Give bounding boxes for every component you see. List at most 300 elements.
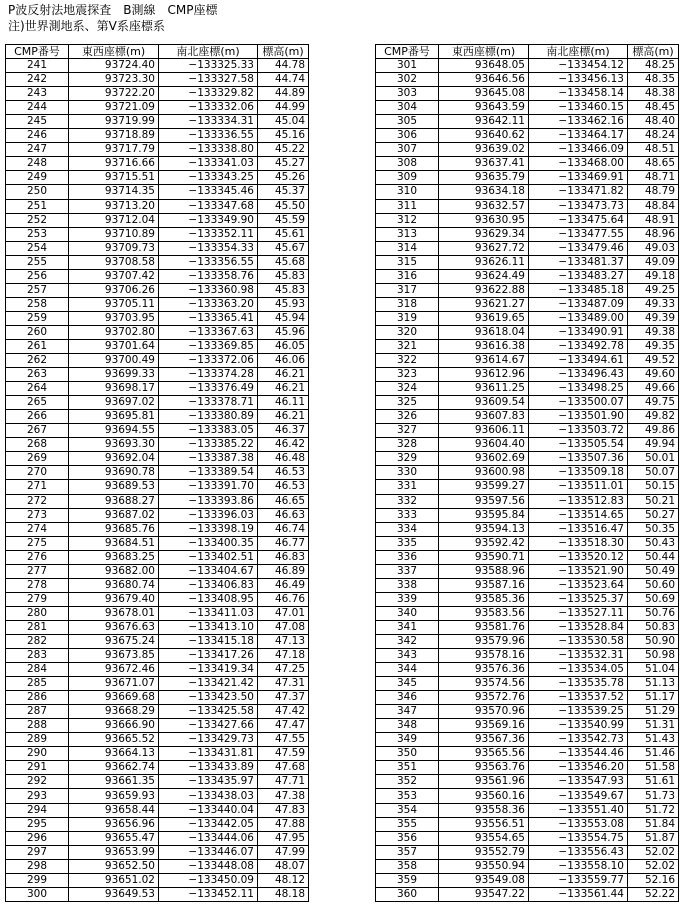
table-row [376,311,679,325]
table-row [376,494,679,508]
cell-cmp-number: 300 [6,887,69,901]
cell-elevation: 46.74 [258,522,309,536]
cell-elevation: 45.04 [258,115,309,129]
cell-elevation: 47.83 [258,803,309,817]
cell-northing: −133458.14 [529,87,628,101]
table-row [376,859,679,873]
cell-northing: −133454.12 [529,59,628,73]
table-row [376,663,679,677]
cell-elevation: 49.35 [628,339,679,353]
cell-easting: 93669.68 [69,691,159,705]
cell-elevation: 46.89 [258,564,309,578]
cell-northing: −133343.25 [159,171,258,185]
cell-cmp-number: 310 [376,185,439,199]
cell-easting: 93714.35 [69,185,159,199]
cell-elevation: 49.25 [628,283,679,297]
header-elevation: 標高(m) [628,45,679,59]
cell-elevation: 48.71 [628,171,679,185]
table-row [6,73,309,87]
cell-easting: 93640.62 [439,129,529,143]
cell-easting: 93567.36 [439,733,529,747]
cell-northing: −133325.33 [159,59,258,73]
cell-cmp-number: 313 [376,227,439,241]
table-row [376,733,679,747]
cell-easting: 93634.18 [439,185,529,199]
table-row [6,536,309,550]
cell-easting: 93560.16 [439,789,529,803]
cell-elevation: 47.68 [258,761,309,775]
cell-northing: −133479.46 [529,241,628,255]
table-row [376,73,679,87]
table-row [6,185,309,199]
cell-easting: 93676.63 [69,620,159,634]
cell-northing: −133514.65 [529,508,628,522]
cell-elevation: 46.63 [258,508,309,522]
cell-easting: 93683.25 [69,550,159,564]
cell-elevation: 51.84 [628,817,679,831]
cell-elevation: 48.51 [628,143,679,157]
cell-easting: 93672.46 [69,663,159,677]
cell-northing: −133558.10 [529,859,628,873]
cell-elevation: 47.37 [258,691,309,705]
cell-northing: −133532.31 [529,649,628,663]
cell-northing: −133327.58 [159,73,258,87]
table-row [6,873,309,887]
cell-easting: 93635.79 [439,171,529,185]
cell-northing: −133376.49 [159,382,258,396]
cell-cmp-number: 348 [376,719,439,733]
cell-easting: 93694.55 [69,424,159,438]
cell-northing: −133444.06 [159,831,258,845]
cell-elevation: 48.65 [628,157,679,171]
cell-easting: 93690.78 [69,466,159,480]
cell-northing: −133525.37 [529,592,628,606]
cell-northing: −133358.76 [159,269,258,283]
cell-easting: 93616.38 [439,339,529,353]
cell-cmp-number: 334 [376,522,439,536]
cell-cmp-number: 316 [376,269,439,283]
cell-cmp-number: 288 [6,719,69,733]
cell-easting: 93715.51 [69,171,159,185]
cell-cmp-number: 294 [6,803,69,817]
cell-elevation: 45.22 [258,143,309,157]
cell-northing: −133411.03 [159,606,258,620]
table-row [6,494,309,508]
cell-cmp-number: 267 [6,424,69,438]
cell-northing: −133446.07 [159,845,258,859]
table-row [6,480,309,494]
cell-elevation: 47.71 [258,775,309,789]
cell-cmp-number: 347 [376,705,439,719]
cell-easting: 93590.71 [439,550,529,564]
table-row [6,831,309,845]
cell-cmp-number: 250 [6,185,69,199]
cell-easting: 93695.81 [69,410,159,424]
cell-cmp-number: 346 [376,691,439,705]
table-row [6,522,309,536]
table-row [6,466,309,480]
table-row [376,382,679,396]
cell-northing: −133537.52 [529,691,628,705]
cell-elevation: 48.12 [258,873,309,887]
cell-cmp-number: 261 [6,339,69,353]
cell-northing: −133440.04 [159,803,258,817]
cell-easting: 93614.67 [439,354,529,368]
cell-elevation: 45.61 [258,227,309,241]
cell-northing: −133551.40 [529,803,628,817]
cell-northing: −133462.16 [529,115,628,129]
cell-northing: −133544.46 [529,747,628,761]
cell-northing: −133425.58 [159,705,258,719]
cell-easting: 93624.49 [439,269,529,283]
cell-cmp-number: 249 [6,171,69,185]
table-row [376,185,679,199]
cell-elevation: 47.95 [258,831,309,845]
cell-northing: −133421.42 [159,677,258,691]
cell-cmp-number: 263 [6,368,69,382]
cell-northing: −133385.22 [159,438,258,452]
cell-elevation: 50.43 [628,536,679,550]
cell-cmp-number: 283 [6,649,69,663]
table-row [6,115,309,129]
cell-cmp-number: 324 [376,382,439,396]
table-row [6,649,309,663]
cell-easting: 93656.96 [69,817,159,831]
cell-easting: 93661.35 [69,775,159,789]
cell-easting: 93687.02 [69,508,159,522]
cell-northing: −133475.64 [529,213,628,227]
cell-northing: −133520.12 [529,550,628,564]
cell-elevation: 48.07 [258,859,309,873]
cell-easting: 93642.11 [439,115,529,129]
cell-easting: 93585.36 [439,592,529,606]
table-row [376,129,679,143]
cell-elevation: 51.58 [628,761,679,775]
table-row [376,143,679,157]
cell-easting: 93597.56 [439,494,529,508]
cell-elevation: 51.61 [628,775,679,789]
header-easting: 東西座標(m) [69,45,159,59]
cell-northing: −133503.72 [529,424,628,438]
cell-northing: −133356.55 [159,255,258,269]
table-row [6,705,309,719]
cell-elevation: 48.84 [628,199,679,213]
cell-elevation: 46.53 [258,480,309,494]
cell-cmp-number: 312 [376,213,439,227]
table-row [6,887,309,901]
cell-cmp-number: 253 [6,227,69,241]
cell-elevation: 50.07 [628,466,679,480]
table-row [6,199,309,213]
table-row [6,101,309,115]
cell-cmp-number: 356 [376,831,439,845]
cell-northing: −133383.05 [159,424,258,438]
cell-elevation: 49.75 [628,396,679,410]
cell-cmp-number: 275 [6,536,69,550]
cell-elevation: 47.42 [258,705,309,719]
cell-northing: −133365.41 [159,311,258,325]
cell-cmp-number: 298 [6,859,69,873]
cell-northing: −133391.70 [159,480,258,494]
cell-elevation: 44.74 [258,73,309,87]
cell-northing: −133466.09 [529,143,628,157]
cell-cmp-number: 266 [6,410,69,424]
cell-northing: −133477.55 [529,227,628,241]
cell-northing: −133360.98 [159,283,258,297]
cell-elevation: 47.99 [258,845,309,859]
cell-cmp-number: 286 [6,691,69,705]
cell-elevation: 52.02 [628,845,679,859]
cell-elevation: 47.08 [258,620,309,634]
cell-easting: 93668.29 [69,705,159,719]
cell-cmp-number: 243 [6,87,69,101]
cell-easting: 93680.74 [69,578,159,592]
cell-elevation: 51.87 [628,831,679,845]
table-row [376,508,679,522]
header-northing: 南北座標(m) [529,45,628,59]
cell-cmp-number: 241 [6,59,69,73]
cell-elevation: 49.94 [628,438,679,452]
cell-cmp-number: 333 [376,508,439,522]
cell-northing: −133413.10 [159,620,258,634]
cell-cmp-number: 248 [6,157,69,171]
table-row [6,508,309,522]
cell-northing: −133494.61 [529,354,628,368]
cell-cmp-number: 242 [6,73,69,87]
cell-easting: 93588.96 [439,564,529,578]
cell-northing: −133546.20 [529,761,628,775]
table-row [6,747,309,761]
cell-elevation: 45.27 [258,157,309,171]
cell-cmp-number: 315 [376,255,439,269]
cell-elevation: 52.02 [628,859,679,873]
table-row [6,578,309,592]
cell-northing: −133456.13 [529,73,628,87]
table-row [376,325,679,339]
cell-cmp-number: 303 [376,87,439,101]
table-row [376,775,679,789]
cell-northing: −133483.27 [529,269,628,283]
cell-elevation: 51.04 [628,663,679,677]
cell-elevation: 46.21 [258,382,309,396]
table-row [6,775,309,789]
cell-cmp-number: 354 [376,803,439,817]
table-row [376,761,679,775]
cell-easting: 93712.04 [69,213,159,227]
cell-elevation: 45.93 [258,297,309,311]
table-row [6,592,309,606]
cell-northing: −133338.80 [159,143,258,157]
cell-northing: −133539.25 [529,705,628,719]
cell-elevation: 51.73 [628,789,679,803]
cell-elevation: 45.68 [258,255,309,269]
cell-easting: 93723.30 [69,73,159,87]
cell-easting: 93618.04 [439,325,529,339]
cell-cmp-number: 284 [6,663,69,677]
cell-cmp-number: 359 [376,873,439,887]
cell-cmp-number: 328 [376,438,439,452]
cell-cmp-number: 254 [6,241,69,255]
cell-elevation: 50.15 [628,480,679,494]
cell-cmp-number: 320 [376,325,439,339]
header-elevation: 標高(m) [258,45,309,59]
cell-northing: −133347.68 [159,199,258,213]
cell-elevation: 46.42 [258,438,309,452]
cell-cmp-number: 244 [6,101,69,115]
cell-northing: −133481.37 [529,255,628,269]
cell-northing: −133378.71 [159,396,258,410]
cell-cmp-number: 277 [6,564,69,578]
cell-cmp-number: 272 [6,494,69,508]
table-row [376,283,679,297]
table-row [6,396,309,410]
cell-easting: 93595.84 [439,508,529,522]
cell-northing: −133554.75 [529,831,628,845]
cell-cmp-number: 290 [6,747,69,761]
cell-easting: 93675.24 [69,634,159,648]
table-row [376,368,679,382]
cell-elevation: 51.46 [628,747,679,761]
cell-easting: 93547.22 [439,887,529,901]
cell-easting: 93552.79 [439,845,529,859]
coordinate-system-note: 注)世界測地系、第Ⅴ系座標系 [8,19,165,33]
cell-northing: −133527.11 [529,606,628,620]
table-row [376,101,679,115]
cell-easting: 93710.89 [69,227,159,241]
cell-cmp-number: 337 [376,564,439,578]
cell-cmp-number: 319 [376,311,439,325]
table-row [376,620,679,634]
table-row [6,663,309,677]
cell-elevation: 47.18 [258,649,309,663]
cell-cmp-number: 265 [6,396,69,410]
cell-easting: 93574.56 [439,677,529,691]
cell-elevation: 46.48 [258,452,309,466]
cell-northing: −133374.28 [159,368,258,382]
cell-elevation: 48.96 [628,227,679,241]
cell-easting: 93643.59 [439,101,529,115]
cell-cmp-number: 289 [6,733,69,747]
cell-cmp-number: 302 [376,73,439,87]
cell-elevation: 46.37 [258,424,309,438]
cell-northing: −133349.90 [159,213,258,227]
table-row [6,859,309,873]
table-row [376,438,679,452]
cell-elevation: 45.16 [258,129,309,143]
cell-cmp-number: 339 [376,592,439,606]
cell-elevation: 49.52 [628,354,679,368]
cell-northing: −133496.43 [529,368,628,382]
cell-cmp-number: 264 [6,382,69,396]
cell-elevation: 46.05 [258,339,309,353]
table-row [376,789,679,803]
cell-cmp-number: 358 [376,859,439,873]
table-row [6,634,309,648]
cell-easting: 93600.98 [439,466,529,480]
cell-elevation: 48.18 [258,887,309,901]
cell-elevation: 51.13 [628,677,679,691]
cell-cmp-number: 304 [376,101,439,115]
cell-northing: −133469.91 [529,171,628,185]
cell-easting: 93682.00 [69,564,159,578]
cell-easting: 93569.16 [439,719,529,733]
cell-northing: −133352.11 [159,227,258,241]
cell-easting: 93637.41 [439,157,529,171]
cell-northing: −133492.78 [529,339,628,353]
cell-easting: 93713.20 [69,199,159,213]
cell-cmp-number: 259 [6,311,69,325]
cell-easting: 93578.16 [439,649,529,663]
table-row [6,283,309,297]
cell-easting: 93599.27 [439,480,529,494]
cell-elevation: 51.72 [628,803,679,817]
cell-elevation: 45.94 [258,311,309,325]
table-row [6,325,309,339]
cell-cmp-number: 258 [6,297,69,311]
cell-elevation: 45.83 [258,283,309,297]
cell-cmp-number: 268 [6,438,69,452]
cell-northing: −133452.11 [159,887,258,901]
table-row [6,733,309,747]
cell-northing: −133400.35 [159,536,258,550]
cell-cmp-number: 323 [376,368,439,382]
cell-elevation: 49.33 [628,297,679,311]
table-row [376,831,679,845]
table-row [6,789,309,803]
cell-easting: 93685.76 [69,522,159,536]
table-row [376,466,679,480]
cell-easting: 93645.08 [439,87,529,101]
cell-elevation: 49.66 [628,382,679,396]
cell-northing: −133438.03 [159,789,258,803]
table-row [6,677,309,691]
table-row [376,887,679,901]
cell-northing: −133509.18 [529,466,628,480]
cell-elevation: 45.50 [258,199,309,213]
cell-cmp-number: 357 [376,845,439,859]
cell-easting: 93718.89 [69,129,159,143]
cell-elevation: 50.35 [628,522,679,536]
cell-elevation: 51.43 [628,733,679,747]
cell-easting: 93607.83 [439,410,529,424]
cell-elevation: 49.82 [628,410,679,424]
table-row [376,199,679,213]
cell-cmp-number: 270 [6,466,69,480]
table-row [6,241,309,255]
table-row [376,269,679,283]
cell-easting: 93688.27 [69,494,159,508]
table-row [6,143,309,157]
cell-elevation: 46.83 [258,550,309,564]
table-row [376,87,679,101]
cell-easting: 93583.56 [439,606,529,620]
table-row [376,677,679,691]
cell-cmp-number: 322 [376,354,439,368]
cell-northing: −133402.51 [159,550,258,564]
cell-elevation: 48.24 [628,129,679,143]
cell-cmp-number: 280 [6,606,69,620]
cell-northing: −133512.83 [529,494,628,508]
cell-elevation: 50.21 [628,494,679,508]
cell-easting: 93707.42 [69,269,159,283]
cell-easting: 93702.80 [69,325,159,339]
cell-easting: 93659.93 [69,789,159,803]
cell-northing: −133471.82 [529,185,628,199]
cell-northing: −133498.25 [529,382,628,396]
cell-easting: 93592.42 [439,536,529,550]
cell-cmp-number: 308 [376,157,439,171]
cell-northing: −133354.33 [159,241,258,255]
